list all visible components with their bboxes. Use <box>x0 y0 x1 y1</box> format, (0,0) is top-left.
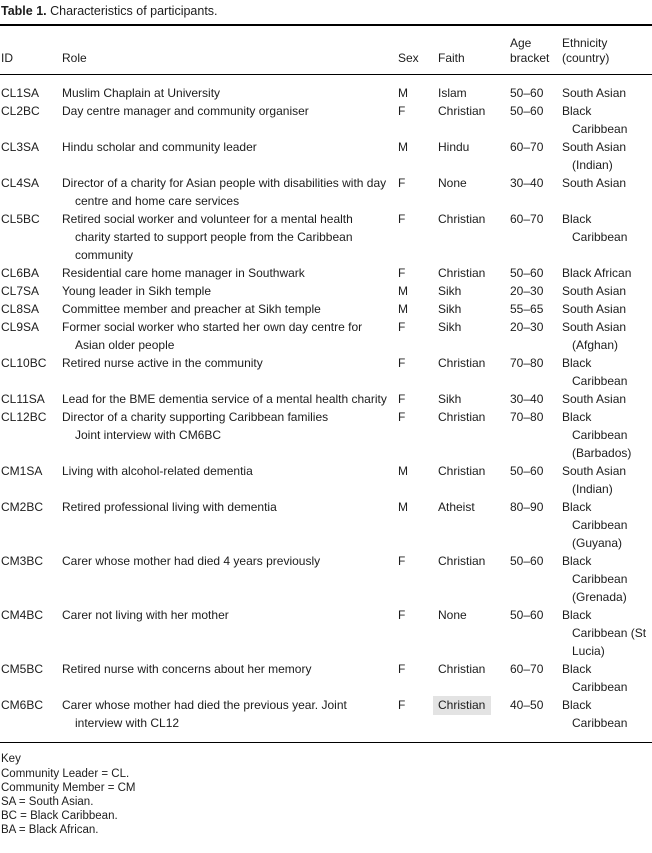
cell-ethnicity: South Asian (Afghan) <box>562 320 627 352</box>
cell-faith <box>438 174 510 210</box>
cell-ethnicity: Black Caribbean (Barbados) <box>562 410 632 460</box>
cell-sex: M <box>398 500 408 514</box>
cell-id: CM6BC <box>1 698 44 712</box>
table-row <box>0 75 652 103</box>
table-row <box>0 408 652 462</box>
table-row <box>0 354 652 390</box>
cell-age: 50–60 <box>510 266 544 280</box>
cell-ethnicity: South Asian <box>562 284 627 298</box>
faith-value: None <box>438 176 467 190</box>
faith-value: Christian <box>438 410 486 424</box>
cell-role: Carer whose mother had died the previous year. Joint interview with CL12 <box>62 698 347 730</box>
faith-value: Sikh <box>438 320 462 334</box>
cell-id: CM5BC <box>1 662 44 676</box>
cell-role: Hindu scholar and community leader <box>62 140 257 154</box>
cell-faith <box>438 390 510 408</box>
cell-faith <box>438 318 510 354</box>
cell-age: 70–80 <box>510 410 544 424</box>
col-header-age: Age bracket <box>510 25 562 75</box>
cell-id: CL4SA <box>1 176 40 190</box>
cell-role: Retired nurse active in the community <box>62 356 263 370</box>
cell-id: CL1SA <box>1 86 40 100</box>
header-row <box>0 25 652 75</box>
cell-id: CM2BC <box>1 500 44 514</box>
cell-role: Former social worker who started her own day centre for Asian older people <box>62 320 363 352</box>
cell-faith <box>438 408 510 462</box>
col-header-ethnicity: Ethnicity (country) <box>562 25 652 75</box>
faith-value: Hindu <box>438 140 470 154</box>
cell-age: 60–70 <box>510 140 544 154</box>
cell-role: Lead for the BME dementia service of a mental health charity <box>62 392 387 406</box>
cell-ethnicity: Black Caribbean <box>562 662 628 694</box>
cell-age: 50–60 <box>510 104 544 118</box>
table-row <box>0 174 652 210</box>
table-row <box>0 102 652 138</box>
cell-faith <box>438 606 510 660</box>
table-row <box>0 390 652 408</box>
cell-faith <box>438 300 510 318</box>
cell-id: CL6BA <box>1 266 40 280</box>
cell-age: 50–60 <box>510 86 544 100</box>
cell-id: CM1SA <box>1 464 43 478</box>
cell-sex: F <box>398 608 406 622</box>
table-row <box>0 300 652 318</box>
key-title: Key <box>1 753 21 765</box>
cell-sex: F <box>398 356 406 370</box>
faith-value: Sikh <box>438 284 462 298</box>
cell-sex: M <box>398 284 408 298</box>
cell-role: Carer not living with her mother <box>62 608 229 622</box>
table-caption <box>0 2 652 24</box>
cell-id: CL3SA <box>1 140 40 154</box>
cell-faith <box>438 102 510 138</box>
faith-value: Islam <box>438 86 467 100</box>
cell-id: CL7SA <box>1 284 40 298</box>
cell-id: CL5BC <box>1 212 40 226</box>
cell-age: 30–40 <box>510 392 544 406</box>
cell-age: 60–70 <box>510 212 544 226</box>
cell-ethnicity: South Asian (Indian) <box>562 464 627 496</box>
cell-role: Carer whose mother had died 4 years previously <box>62 554 321 568</box>
col-header-faith: Faith <box>438 25 510 75</box>
faith-value: Atheist <box>438 500 475 514</box>
faith-value: Christian <box>433 696 491 715</box>
table-row <box>0 282 652 300</box>
faith-value: Christian <box>438 212 486 226</box>
cell-ethnicity: Black African <box>562 266 632 280</box>
cell-faith <box>438 354 510 390</box>
cell-role: Committee member and preacher at Sikh temple <box>62 302 321 316</box>
table-row <box>0 462 652 498</box>
cell-ethnicity: South Asian (Indian) <box>562 140 627 172</box>
cell-age: 55–65 <box>510 302 544 316</box>
cell-faith <box>438 660 510 696</box>
cell-age: 60–70 <box>510 662 544 676</box>
cell-sex: F <box>398 662 406 676</box>
cell-sex: F <box>398 410 406 424</box>
cell-role: Director of a charity supporting Caribbean families Joint interview with CM6BC <box>62 410 329 442</box>
table-caption-label: Table 1. <box>1 4 47 18</box>
cell-faith <box>438 462 510 498</box>
table-row <box>0 210 652 264</box>
cell-faith <box>438 138 510 174</box>
key-line-community-member: Community Member = CM <box>1 782 136 794</box>
col-header-id: ID <box>0 25 62 75</box>
cell-age: 70–80 <box>510 356 544 370</box>
cell-role: Retired social worker and volunteer for a mental health charity started to support people from the Caribbean community <box>62 212 353 262</box>
key-line-sa: SA = South Asian. <box>1 796 94 808</box>
table-row <box>0 498 652 552</box>
faith-value: Christian <box>438 356 486 370</box>
cell-role: Living with alcohol-related dementia <box>62 464 253 478</box>
cell-sex: M <box>398 464 408 478</box>
cell-id: CL2BC <box>1 104 40 118</box>
cell-ethnicity: Black Caribbean (St Lucia) <box>562 608 647 658</box>
cell-id: CM3BC <box>1 554 44 568</box>
key-line-bc: BC = Black Caribbean. <box>1 810 118 822</box>
cell-age: 30–40 <box>510 176 544 190</box>
cell-faith <box>438 696 510 743</box>
cell-faith <box>438 210 510 264</box>
cell-id: CL9SA <box>1 320 40 334</box>
faith-value: Sikh <box>438 302 462 316</box>
cell-sex: M <box>398 302 408 316</box>
table-row <box>0 660 652 696</box>
faith-value: Sikh <box>438 392 462 406</box>
key-line-community-leader: Community Leader = CL. <box>1 768 130 780</box>
cell-ethnicity: South Asian <box>562 392 627 406</box>
cell-sex: F <box>398 104 406 118</box>
cell-ethnicity: South Asian <box>562 302 627 316</box>
cell-role: Retired professional living with dementia <box>62 500 277 514</box>
cell-sex: F <box>398 554 406 568</box>
cell-role: Young leader in Sikh temple <box>62 284 211 298</box>
cell-sex: F <box>398 392 406 406</box>
cell-sex: F <box>398 698 406 712</box>
cell-id: CL8SA <box>1 302 40 316</box>
cell-age: 40–50 <box>510 698 544 712</box>
cell-age: 20–30 <box>510 320 544 334</box>
participants-table <box>0 24 652 743</box>
table-caption-text: Characteristics of participants. <box>50 4 218 18</box>
cell-id: CL12BC <box>1 410 47 424</box>
cell-ethnicity: Black Caribbean <box>562 212 628 244</box>
faith-value: Christian <box>438 266 486 280</box>
cell-sex: F <box>398 320 406 334</box>
cell-sex: M <box>398 140 408 154</box>
cell-sex: F <box>398 176 406 190</box>
cell-ethnicity: Black Caribbean (Guyana) <box>562 500 628 550</box>
cell-age: 20–30 <box>510 284 544 298</box>
faith-value: None <box>438 608 467 622</box>
table-row <box>0 318 652 354</box>
col-header-sex: Sex <box>398 25 438 75</box>
cell-role: Director of a charity for Asian people with disabilities with day centre and home care services <box>62 176 387 208</box>
cell-faith <box>438 282 510 300</box>
cell-faith <box>438 498 510 552</box>
cell-ethnicity: Black Caribbean (Grenada) <box>562 554 628 604</box>
key-section <box>0 743 652 841</box>
table-row <box>0 138 652 174</box>
cell-sex: F <box>398 212 406 226</box>
faith-value: Christian <box>438 464 486 478</box>
cell-role: Retired nurse with concerns about her memory <box>62 662 312 676</box>
cell-ethnicity: South Asian <box>562 86 627 100</box>
cell-age: 50–60 <box>510 554 544 568</box>
table-row <box>0 696 652 743</box>
table-row <box>0 264 652 282</box>
key-line-ba: BA = Black African. <box>1 824 99 836</box>
faith-value: Christian <box>438 104 486 118</box>
cell-ethnicity: South Asian <box>562 176 627 190</box>
table-row <box>0 552 652 606</box>
table-body <box>0 75 652 743</box>
cell-id: CL11SA <box>1 392 45 406</box>
cell-id: CL10BC <box>1 356 47 370</box>
cell-age: 50–60 <box>510 464 544 478</box>
cell-role: Muslim Chaplain at University <box>62 86 221 100</box>
cell-ethnicity: Black Caribbean <box>562 698 628 730</box>
table-row <box>0 606 652 660</box>
cell-id: CM4BC <box>1 608 44 622</box>
cell-age: 50–60 <box>510 608 544 622</box>
cell-role: Day centre manager and community organiser <box>62 104 309 118</box>
cell-age: 80–90 <box>510 500 544 514</box>
cell-role: Residential care home manager in Southwark <box>62 266 305 280</box>
cell-sex: F <box>398 266 406 280</box>
cell-sex: M <box>398 86 408 100</box>
col-header-role: Role <box>62 25 398 75</box>
cell-ethnicity: Black Caribbean <box>562 104 628 136</box>
faith-value: Christian <box>438 554 486 568</box>
cell-ethnicity: Black Caribbean <box>562 356 628 388</box>
cell-faith <box>438 264 510 282</box>
cell-faith <box>438 75 510 103</box>
faith-value: Christian <box>438 662 486 676</box>
cell-faith <box>438 552 510 606</box>
